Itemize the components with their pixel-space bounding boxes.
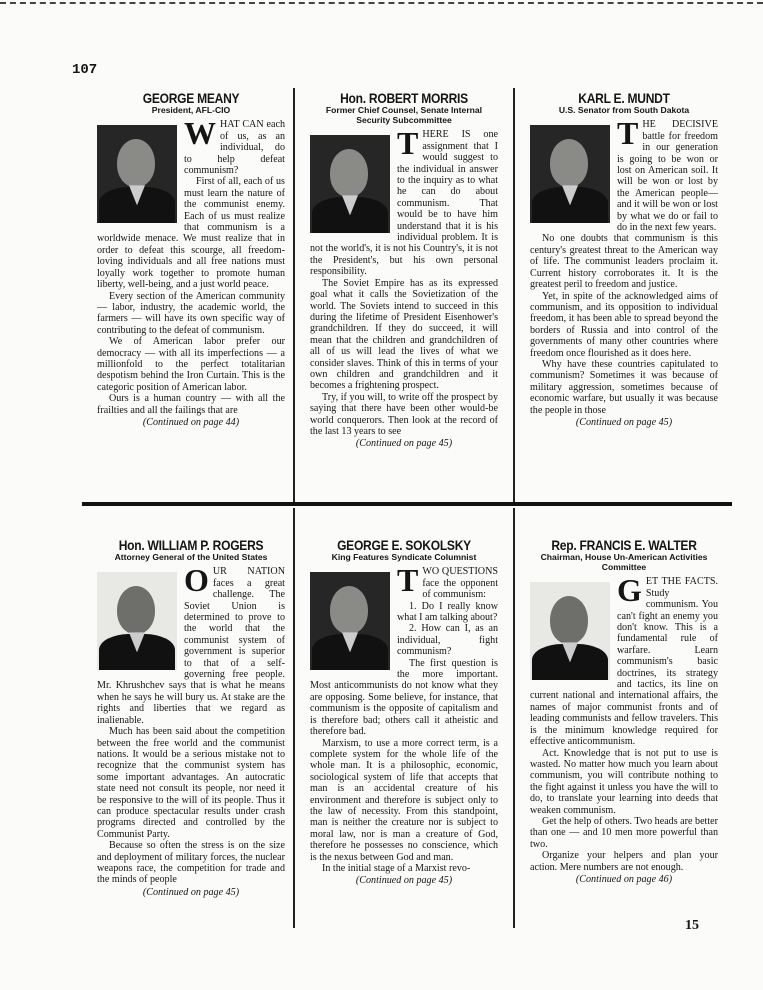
author-name: GEORGE E. SOKOLSKY <box>337 537 471 553</box>
paragraph: The first question is the more important. Most anticommunists do not know what they are opposing. Some believe, for instance, that communism is the opposite of capitalism and is therefore bad; others call it atheistic and therefore bad. <box>310 657 498 738</box>
drop-cap: T <box>397 562 419 599</box>
horizontal-divider <box>82 502 732 506</box>
continued-note: (Continued on page 45) <box>575 416 673 428</box>
paragraph: The Soviet Empire has as its expressed goal what it calls the Sovietization of the world. The Soviets intend to succeed in this during the lifetime of President Eisenhower's grandchildren. If they do succeed, it will mean that the children and grandchildren of all of us will lead the lives of what we consider slaves. Think of this in terms of your own children and grandchildren and it becomes a frightening prospect. <box>310 277 498 392</box>
author-title: Chairman, House Un-American Activities Committee <box>540 552 708 573</box>
drop-cap: T <box>397 125 419 162</box>
page-number-top: 107 <box>72 62 98 78</box>
paragraph: No one doubts that communism is this century's greatest threat to the American way of life. The communist leaders proclaim it. Current history corroborates it. It is the greatest peril to freedom and justice. <box>530 233 718 291</box>
article-morris <box>310 90 498 450</box>
paragraph: Much has been said about the competition between the free world and the communist nations. It would be a serious mistake not to recognize that the communist system has some important advantages. An autocratic state need not consult its people, nor need it be responsive to the will of its people. Thus it can produce spectacular results under crash programs directed and controlled by the Communist Party. <box>97 726 285 840</box>
author-name: Hon. WILLIAM P. ROGERS <box>118 537 264 553</box>
author-title: President, AFL-CIO <box>151 105 231 116</box>
article-mundt <box>530 90 718 428</box>
portrait-photo <box>97 125 177 223</box>
author-name: KARL E. MUNDT <box>578 90 670 106</box>
author-title: U.S. Senator from South Dakota <box>558 105 690 116</box>
drop-cap: O <box>184 562 209 599</box>
paragraph: ET THE FACTS. Study communism. You can't fight an enemy you don't know. This is a fundamental rule of warfare. Learn communism's basic doctrines, its strategy and tactics, its line on current national and international affairs, the names of major communist fronts and of leading communists and fellow travelers. This is the minimum knowledge required for effective anticommunism. <box>530 576 718 748</box>
author-name: Hon. ROBERT MORRIS <box>340 90 468 106</box>
continued-note: (Continued on page 45) <box>355 875 453 887</box>
portrait-photo <box>310 135 390 233</box>
paragraph: UR NATION faces a great challenge. The Soviet Union is determined to prove to the world that the communist system of government is superior to that of a self-governing free people. Mr. Khrushchev says that is what he means when he says he will bury us. At stake are the rights and liberties that we regard as inalienable. <box>97 566 285 726</box>
page-number-bottom: 15 <box>685 918 699 933</box>
continued-note: (Continued on page 45) <box>142 886 240 898</box>
column-divider <box>513 508 515 928</box>
author-name: Rep. FRANCIS E. WALTER <box>551 537 697 553</box>
drop-cap: T <box>617 115 639 152</box>
paragraph: HERE IS one assignment that I would suggest to the individual in answer to the inquiry as to what he can do about communism. That would be to have him understand that it is his individual problem. It is not the world's, it is not his Country's, it is not the President's, but his own personal responsibility. <box>310 129 498 278</box>
author-title: Attorney General of the United States <box>114 552 268 563</box>
continued-note: (Continued on page 44) <box>142 416 240 428</box>
paragraph: Marxism, to use a more correct term, is a complete system for the whole life of the whole man. It is a philosophic, economic, sociological system of life that accepts that man is an accidental creature of his environment and therefore is subject only to the law of necessity. From this standpoint, man is neither the creature nor is subject to moral law, nor is man a creature of God, therefore he possesses no conscience, which is the nexus between God and man. <box>310 737 498 863</box>
article-meany <box>97 90 285 428</box>
paragraph: In the initial stage of a Marxist revo- <box>322 862 471 874</box>
paragraph: HAT CAN each of us, as an individual, do to help defeat communism? <box>184 119 285 177</box>
author-name: GEORGE MEANY <box>142 90 240 106</box>
continued-note: (Continued on page 46) <box>575 873 673 885</box>
portrait-photo <box>530 582 610 680</box>
paragraph: WO QUESTIONS face the opponent of communism: <box>422 566 498 601</box>
column-divider <box>293 88 295 502</box>
drop-cap: G <box>617 572 642 609</box>
continued-note: (Continued on page 45) <box>355 438 453 450</box>
paragraph: We of American labor prefer our democracy — with all its imperfections — a millionfold to the perfect totalitarian despotism behind the Iron Curtain. This is the categoric position of American labor. <box>97 336 285 393</box>
paragraph: Why have these countries capitulated to communism? Sometimes it was because of military aggression, sometimes because of economic warfare, but usually it was because the people in those <box>530 358 718 416</box>
portrait-photo <box>97 572 177 670</box>
article-walter <box>530 537 718 885</box>
paragraph: Ours is a human country — with all the frailties and all the failings that are <box>97 393 285 416</box>
top-border <box>0 2 763 4</box>
paragraph: First of all, each of us must learn the nature of the communist enemy. Each of us must realize that communism is a worldwide menace. We must realize that in order to defeat this scourge, all freedom-loving individuals and all free nations must loyally work together to promote human liberty, well-being, and a just world peace. <box>97 176 285 291</box>
portrait-photo <box>310 572 390 670</box>
paragraph: Organize your helpers and plan your action. Mere numbers are not enough. <box>530 850 718 873</box>
paragraph: 1. Do I really know what I am talking about? <box>397 600 498 624</box>
article-sokolsky <box>310 537 498 887</box>
paragraph: HE DECISIVE battle for freedom in our generation is going to be won or lost on American soil. It will be won or lost by the American people—and it will be won or lost by what we do or fail to do in the next few years. <box>617 119 718 234</box>
paragraph: Get the help of others. Two heads are better than one — and 10 men more powerful than two. <box>530 815 718 850</box>
portrait-photo <box>530 125 610 223</box>
author-title: Former Chief Counsel, Senate Internal Security Subcommittee <box>325 105 483 126</box>
column-divider <box>513 88 515 502</box>
drop-cap: W <box>184 115 216 152</box>
paragraph: Every section of the American community — labor, industry, the academic world, the farmers — will have its own specific way of contributing to the defeat of communism. <box>97 290 285 336</box>
paragraph: Because so often the stress is on the size and deployment of military forces, the nuclear weapons race, the competition for trade and the minds of people <box>97 840 285 886</box>
author-title: King Features Syndicate Columnist <box>331 552 477 563</box>
paragraph: Act. Knowledge that is not put to use is wasted. No matter how much you learn about communism, you will contribute nothing to the fight against it unless you have the will to do, to translate your learning into deeds that weaken communism. <box>530 747 718 816</box>
article-rogers <box>97 537 285 898</box>
paragraph: Yet, in spite of the acknowledged aims of communism, and its opposition to individual freedom, it has been able to spread beyond the borders of Russia and into control of the governments of many other countries where freedom once flourished as it does here. <box>530 290 718 359</box>
paragraph: 2. How can I, as an individual, fight communism? <box>397 623 498 658</box>
paragraph: Try, if you will, to write off the prospect by saying that there have been other would-be world conquerors. Then look at the record of the last 13 years to see <box>310 391 498 437</box>
column-divider <box>293 508 295 928</box>
